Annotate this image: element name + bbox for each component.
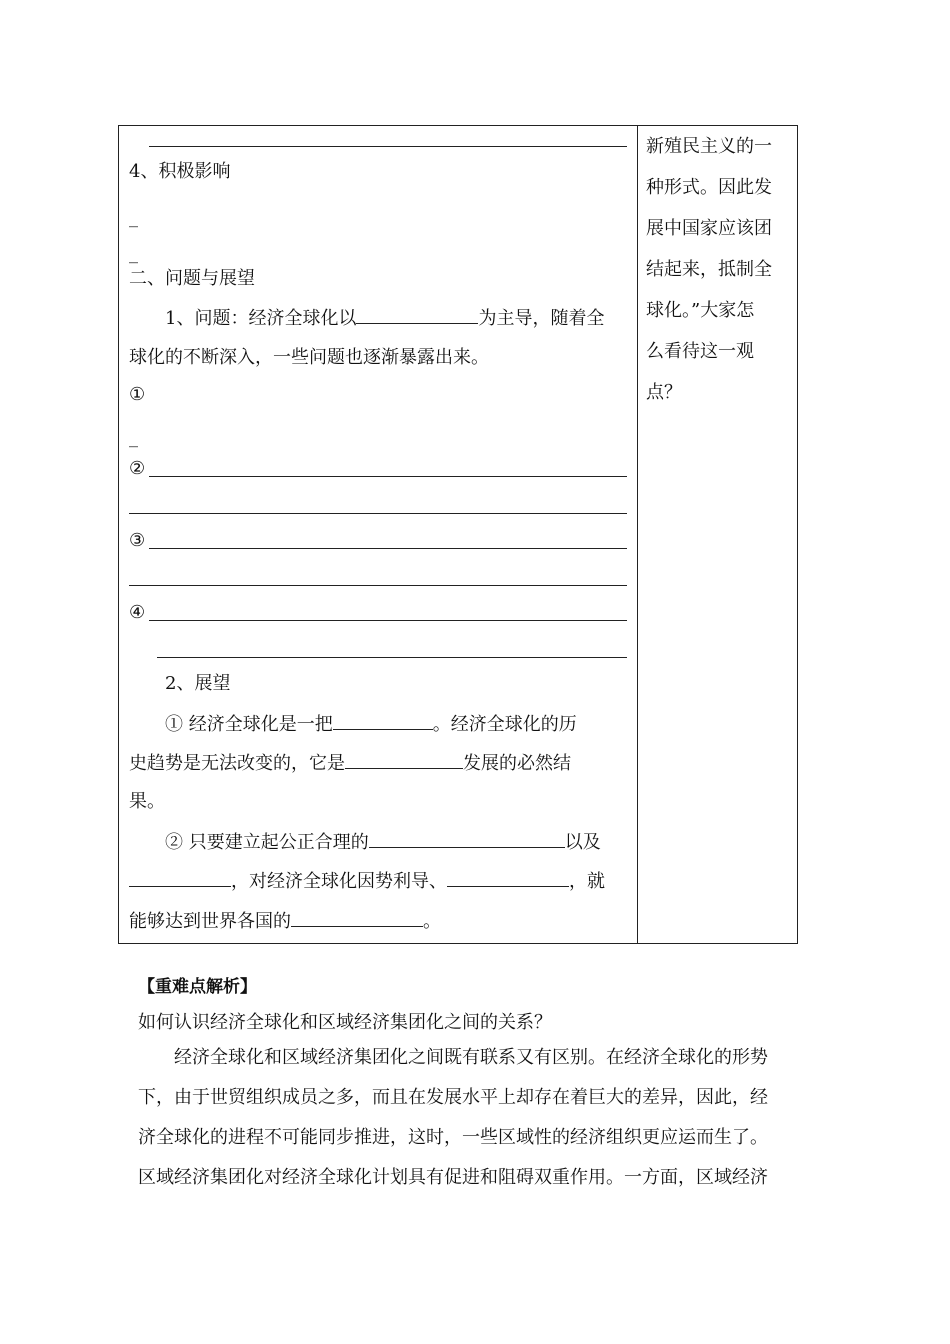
item-4-label: 4、积极影响	[129, 161, 231, 182]
side-note-line: 展中国家应该团	[646, 218, 772, 239]
o2-text-c: ，对经济全球化因势利导、	[231, 871, 447, 892]
outlook-1-cont	[129, 750, 571, 776]
answer-line	[149, 548, 627, 549]
o2-text-a: ② 只要建立起公正合理的	[165, 832, 369, 853]
outlook-2-line	[165, 829, 601, 855]
outlook-1-end: 果。	[129, 791, 165, 812]
outlook-2-cont	[129, 868, 605, 894]
o1-text-d: 发展的必然结	[463, 753, 571, 774]
fill-blank[interactable]	[369, 829, 565, 848]
outlook-heading: 2、展望	[165, 673, 231, 694]
answer-line	[157, 657, 627, 658]
o2-text-b: 以及	[564, 832, 601, 853]
analysis-paragraph-line: 下，由于世贸组织成员之多，而且在发展水平上却存在着巨大的差异，因此，经	[138, 1087, 768, 1108]
fill-blank[interactable]	[356, 305, 478, 324]
answer-line	[149, 620, 627, 621]
fill-blank[interactable]	[291, 908, 423, 927]
fill-blank[interactable]	[333, 711, 433, 730]
side-note-line: 种形式。因此发	[646, 177, 772, 198]
question-1-line	[165, 305, 604, 331]
outlook-2-end	[129, 908, 441, 934]
fill-blank[interactable]	[345, 750, 463, 769]
analysis-paragraph-line: 经济全球化和区域经济集团化之间既有联系又有区别。在经济全球化的形势	[174, 1047, 768, 1068]
analysis-question: 如何认识经济全球化和区域经济集团化之间的关系？	[138, 1012, 552, 1033]
o2-text-e: 能够达到世界各国的	[129, 911, 291, 932]
blank-mark: _	[129, 243, 138, 264]
q1-text-a: 1、问题：经济全球化以	[165, 308, 357, 329]
answer-line	[129, 513, 627, 514]
side-note-line: 结起来，抵制全	[646, 259, 772, 280]
analysis-paragraph-line: 济全球化的进程不可能同步推进，这时，一些区域性的经济组织更应运而生了。	[138, 1127, 768, 1148]
circled-3: ③	[129, 530, 146, 551]
o1-text-a: ① 经济全球化是一把	[165, 714, 333, 735]
o1-text-b: 。经济全球化的历	[432, 714, 577, 735]
worksheet-table	[118, 125, 798, 944]
outlook-1-line	[165, 711, 577, 737]
fill-blank[interactable]	[447, 868, 569, 887]
side-note-line: 新殖民主义的一	[646, 136, 772, 157]
q1-text-b: 为主导，随着全	[478, 308, 605, 329]
circled-4: ④	[129, 602, 146, 623]
answer-line	[149, 146, 627, 147]
o2-text-f: 。	[423, 911, 441, 932]
section-heading: 二、问题与展望	[129, 268, 255, 289]
question-1-cont: 球化的不断深入，一些问题也逐渐暴露出来。	[129, 347, 489, 368]
o1-text-c: 史趋势是无法改变的，它是	[129, 753, 345, 774]
blank-mark: _	[129, 207, 138, 228]
analysis-heading: 【重难点解析】	[138, 977, 257, 997]
analysis-paragraph-line: 区域经济集团化对经济全球化计划具有促进和阻碍双重作用。一方面，区域经济	[138, 1167, 768, 1188]
blank-mark: _	[129, 427, 138, 448]
column-divider	[637, 126, 638, 943]
side-note-line: 点？	[646, 382, 682, 403]
circled-2: ②	[129, 458, 146, 479]
side-note	[646, 126, 791, 413]
side-note-line: 球化。”大家怎	[646, 300, 755, 321]
side-note-line: 么看待这一观	[646, 341, 754, 362]
circled-1: ①	[129, 384, 146, 405]
fill-blank[interactable]	[129, 868, 231, 887]
o2-text-d: ，就	[569, 871, 605, 892]
answer-line	[129, 585, 627, 586]
answer-line	[149, 476, 627, 477]
